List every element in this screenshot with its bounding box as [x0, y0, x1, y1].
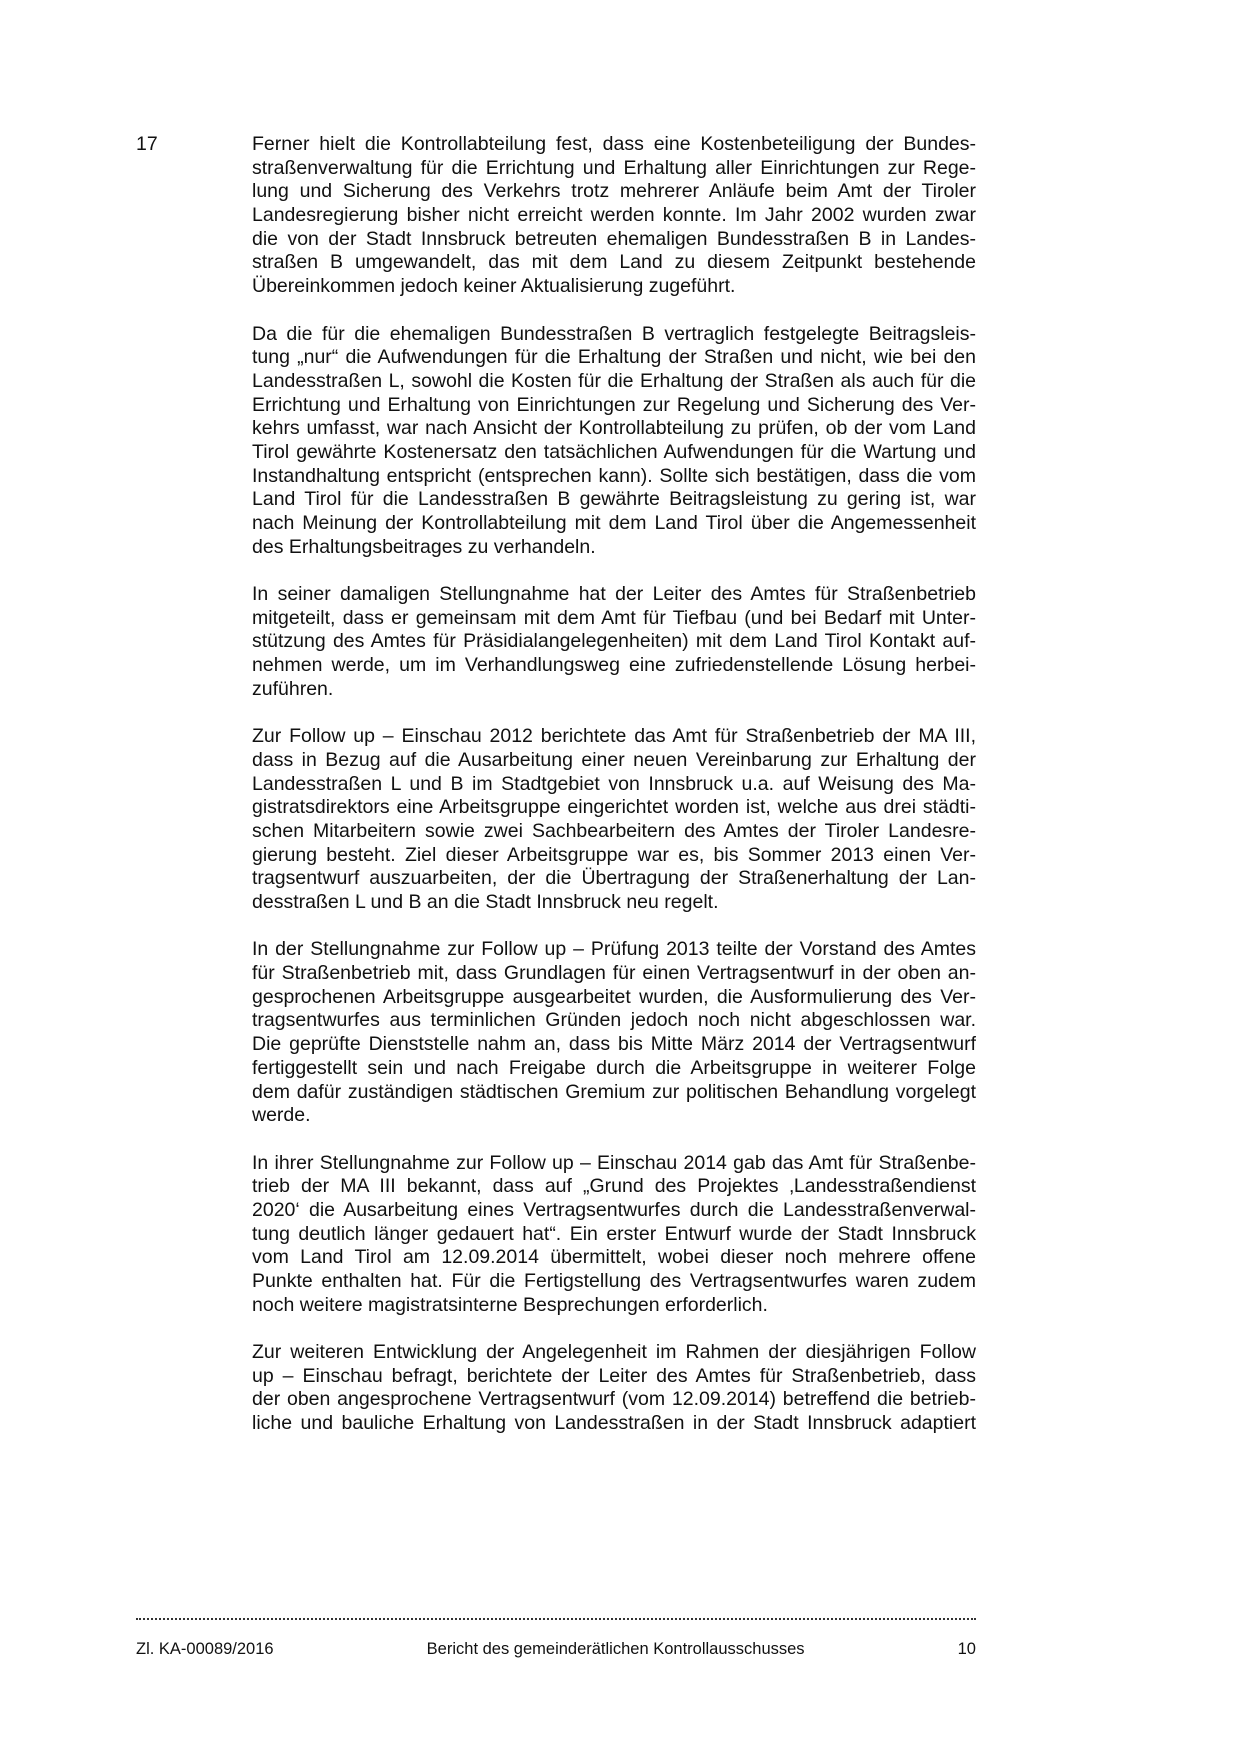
text-line: [252, 796, 976, 820]
paragraph: [252, 1152, 976, 1318]
text-line: [252, 465, 976, 489]
text-line-content: up – Einschau befragt, berichtete der Leiter des Amtes für Straßenbetrieb, dass: [252, 1364, 976, 1387]
text-line: [252, 867, 976, 891]
text-line: [252, 536, 976, 560]
paragraph: [252, 323, 976, 560]
text-line-content: die von der Stadt Innsbruck betreuten ehemaligen Bundesstraßen B in Landes-: [252, 227, 976, 250]
text-line-content: tragsentwurfes aus terminlichen Gründen jedoch noch nicht abgeschlossen war.: [252, 1009, 976, 1032]
text-line-content: Land Tirol für die Landesstraßen B gewährte Beitragsleistung zu gering ist, war: [252, 488, 976, 511]
text-line-content: nach Meinung der Kontrollabteilung mit dem Land Tirol über die Angemessenheit: [252, 512, 976, 534]
text-line: [252, 962, 976, 986]
text-line: [252, 891, 976, 915]
paragraph: [252, 1341, 976, 1436]
text-line: [252, 986, 976, 1010]
text-line: [252, 1009, 976, 1033]
text-line-content: straßen B umgewandelt, das mit dem Land zu diesem Zeitpunkt bestehende: [252, 251, 976, 274]
text-line-content: tragsentwurf auszuarbeiten, der die Übertragung der Straßenerhaltung der Lan-: [252, 867, 976, 890]
text-line: [252, 323, 976, 347]
text-line: [252, 204, 976, 228]
text-line-content: tung „nur“ die Aufwendungen für die Erhaltung der Straßen und nicht, wie bei den: [252, 346, 976, 369]
text-line-content: Instandhaltung entspricht (entsprechen kann). Sollte sich bestätigen, dass die vom: [252, 464, 976, 487]
paragraph: [252, 725, 976, 915]
text-line: [252, 654, 976, 678]
text-line: [252, 157, 976, 181]
text-line: [252, 394, 976, 418]
text-line: [252, 1388, 976, 1412]
text-line: [252, 1104, 976, 1128]
paragraph: [252, 133, 976, 299]
text-line-content: Zur weiteren Entwicklung der Angelegenheit im Rahmen der diesjährigen Follow: [252, 1341, 976, 1364]
text-line: [252, 725, 976, 749]
text-line: [252, 1199, 976, 1223]
text-line-content: zuführen.: [252, 677, 334, 700]
text-line-content: werde.: [252, 1104, 311, 1127]
text-line-content: schen Mitarbeitern sowie zwei Sachbearbeitern des Amtes der Tiroler Landesre-: [252, 819, 976, 842]
paragraph: [252, 938, 976, 1128]
text-line-content: nehmen werde, um im Verhandlungsweg eine zufriedenstellende Lösung herbei-: [252, 654, 976, 677]
text-line: [252, 583, 976, 607]
text-line-content: Punkte enthalten hat. Für die Fertigstellung des Vertragsentwurfes waren zudem: [252, 1270, 976, 1292]
text-line-content: der oben angesprochene Vertragsentwurf (vom 12.09.2014) betreffend die betrieb-: [252, 1388, 976, 1411]
text-line: [252, 1270, 976, 1294]
text-line: [252, 441, 976, 465]
text-line-content: Da die für die ehemaligen Bundesstraßen B vertraglich festgelegte Beitragsleis-: [252, 322, 976, 345]
text-line-content: lung und Sicherung des Verkehrs trotz mehrerer Anläufe beim Amt der Tiroler: [252, 180, 976, 203]
section-number: 17: [136, 133, 158, 155]
text-line-content: vom Land Tirol am 12.09.2014 übermittelt, wobei dieser noch mehrere offene: [252, 1246, 976, 1269]
text-line-content: mitgeteilt, dass er gemeinsam mit dem Amt für Tiefbau (und bei Bedarf mit Unter-: [252, 606, 976, 629]
text-line-content: straßenverwaltung für die Errichtung und Erhaltung aller Einrichtungen zur Rege-: [252, 156, 976, 179]
text-line: [252, 1294, 976, 1318]
text-line-content: gesprochenen Arbeitsgruppe ausgearbeitet wurden, die Ausformulierung des Ver-: [252, 985, 976, 1008]
footer-reference: Zl. KA-00089/2016: [136, 1640, 274, 1658]
text-line-content: Ferner hielt die Kontrollabteilung fest, dass eine Kostenbeteiligung der Bundes-: [252, 133, 976, 155]
text-line: [252, 844, 976, 868]
text-line: [252, 346, 976, 370]
text-line: [252, 133, 976, 157]
text-line-content: gistratsdirektors eine Arbeitsgruppe eingerichtet worden ist, welche aus drei städti-: [252, 796, 976, 819]
text-line-content: trieb der MA III bekannt, dass auf „Grund des Projektes ‚Landesstraßendienst: [252, 1175, 976, 1198]
text-line: [252, 749, 976, 773]
text-line: [252, 512, 976, 536]
text-line-content: dass in Bezug auf die Ausarbeitung einer neuen Vereinbarung zur Erhaltung der: [252, 748, 976, 771]
text-line-content: desstraßen L und B an die Stadt Innsbruck neu regelt.: [252, 891, 719, 913]
text-line: [252, 630, 976, 654]
text-line-content: dem dafür zuständigen städtischen Gremium zur politischen Behandlung vorgelegt: [252, 1080, 976, 1103]
text-line-content: des Erhaltungsbeitrages zu verhandeln.: [252, 535, 596, 558]
text-line-content: noch weitere magistratsinterne Besprechungen erforderlich.: [252, 1293, 768, 1316]
text-line: [252, 1081, 976, 1105]
page-number: 10: [957, 1640, 976, 1658]
text-line: [252, 938, 976, 962]
text-line: [252, 1246, 976, 1270]
text-line: [252, 488, 976, 512]
text-line: [252, 1057, 976, 1081]
text-line-content: In ihrer Stellungnahme zur Follow up – Einschau 2014 gab das Amt für Straßenbe-: [252, 1151, 976, 1174]
document-body: [252, 133, 976, 1460]
text-line-content: Tirol gewährte Kostenersatz den tatsächlichen Aufwendungen für die Wartung und: [252, 440, 976, 463]
text-line: [252, 275, 976, 299]
text-line-content: gierung besteht. Ziel dieser Arbeitsgruppe war es, bis Sommer 2013 einen Ver-: [252, 843, 976, 866]
text-line: [252, 773, 976, 797]
text-line: [252, 820, 976, 844]
text-line: [252, 1175, 976, 1199]
text-line-content: Zur Follow up – Einschau 2012 berichtete das Amt für Straßenbetrieb der MA III,: [252, 725, 976, 748]
text-line-content: Landesstraßen L und B im Stadtgebiet von Innsbruck u.a. auf Weisung des Ma-: [252, 772, 976, 795]
text-line: [252, 417, 976, 441]
footer-divider: [136, 1608, 976, 1620]
text-line: [252, 180, 976, 204]
page-footer: [136, 1640, 976, 1659]
text-line: [252, 1033, 976, 1057]
text-line-content: für Straßenbetrieb mit, dass Grundlagen für einen Vertragsentwurf in der oben an-: [252, 962, 976, 985]
text-line: [252, 607, 976, 631]
text-line: [252, 1365, 976, 1389]
text-line: [252, 678, 976, 702]
text-line-content: Übereinkommen jedoch keiner Aktualisierung zugeführt.: [252, 275, 736, 298]
text-line-content: Landesstraßen L, sowohl die Kosten für die Erhaltung der Straßen als auch für die: [252, 369, 976, 392]
footer-title: Bericht des gemeinderätlichen Kontrollausschusses: [426, 1640, 805, 1658]
text-line-content: tung deutlich länger gedauert hat“. Ein erster Entwurf wurde der Stadt Innsbruck: [252, 1222, 976, 1245]
text-line-content: Landesregierung bisher nicht erreicht werden konnte. Im Jahr 2002 wurden zwar: [252, 204, 976, 227]
text-line-content: liche und bauliche Erhaltung von Landesstraßen in der Stadt Innsbruck adaptiert: [252, 1412, 976, 1435]
text-line: [252, 1152, 976, 1176]
text-line-content: stützung des Amtes für Präsidialangelegenheiten) mit dem Land Tirol Kontakt auf-: [252, 630, 976, 653]
text-line: [252, 370, 976, 394]
text-line: [252, 228, 976, 252]
text-line-content: Die geprüfte Dienststelle nahm an, dass bis Mitte März 2014 der Vertragsentwurf: [252, 1033, 976, 1056]
text-line-content: In der Stellungnahme zur Follow up – Prüfung 2013 teilte der Vorstand des Amtes: [252, 938, 976, 961]
paragraph: [252, 583, 976, 701]
text-line-content: kehrs umfasst, war nach Ansicht der Kontrollabteilung zu prüfen, ob der vom Land: [252, 417, 976, 440]
text-line: [252, 1341, 976, 1365]
text-line-content: fertiggestellt sein und nach Freigabe durch die Arbeitsgruppe in weiterer Folge: [252, 1056, 976, 1079]
text-line-content: 2020‘ die Ausarbeitung eines Vertragsentwurfes durch die Landesstraßenverwal-: [252, 1198, 976, 1221]
text-line-content: In seiner damaligen Stellungnahme hat der Leiter des Amtes für Straßenbetrieb: [252, 583, 976, 606]
text-line: [252, 251, 976, 275]
text-line: [252, 1223, 976, 1247]
text-line-content: Errichtung und Erhaltung von Einrichtungen zur Regelung und Sicherung des Ver-: [252, 393, 976, 416]
text-line: [252, 1412, 976, 1436]
